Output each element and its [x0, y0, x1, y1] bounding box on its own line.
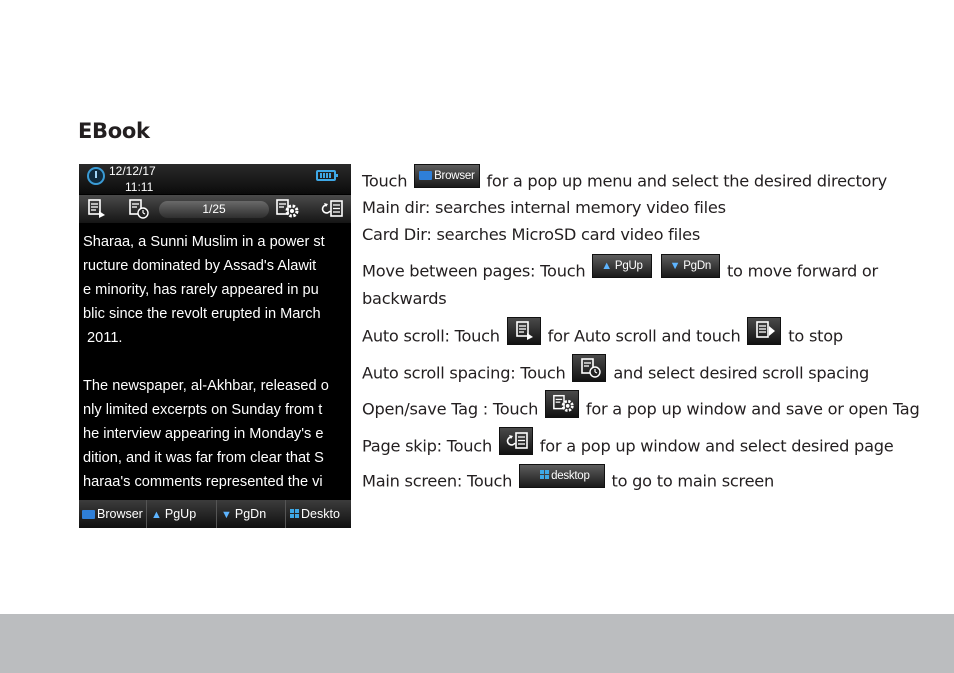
ebook-text-line: [83, 350, 351, 374]
instruction-scroll-spacing: [362, 359, 869, 387]
pgup-button-image: [592, 254, 651, 278]
scroll-spacing-icon: [572, 354, 606, 382]
instruction-tag: [362, 395, 920, 423]
instruction-main-screen: [362, 469, 774, 493]
instruction-main-dir: Main dir: searches internal memory video files: [362, 198, 726, 217]
device-desktop-button[interactable]: [287, 500, 351, 528]
instruction-text: Touch: [362, 171, 408, 191]
page-indicator: 1/25: [159, 201, 269, 218]
grid-icon: [540, 470, 549, 479]
instruction-text: for a pop up window and save or open Tag: [585, 399, 920, 419]
instruction-text: and select desired scroll spacing: [613, 363, 870, 383]
auto-scroll-icon[interactable]: [86, 199, 108, 219]
instruction-text: Move between pages: Touch: [362, 261, 586, 281]
battery-icon: [316, 170, 336, 181]
instruction-text: to stop: [788, 326, 843, 346]
instruction-text: for a pop up window and select desired page: [539, 436, 894, 456]
pgdn-button-image: [661, 254, 720, 278]
browser-button-label: Browser: [434, 170, 475, 182]
reader-toolbar: [79, 195, 351, 223]
ebook-text-line: blic since the revolt erupted in March: [83, 306, 321, 322]
instruction-text: for Auto scroll and touch: [547, 326, 741, 346]
ebook-text-line: e minority, has rarely appeared in pu: [83, 282, 319, 298]
instruction-text: Open/save Tag : Touch: [362, 399, 539, 419]
stop-scroll-icon: [747, 317, 781, 345]
chevron-up-icon: ▲: [601, 260, 612, 272]
chevron-down-icon: ▼: [221, 509, 232, 521]
page-skip-icon[interactable]: [321, 199, 345, 219]
browser-button-image: [414, 164, 479, 188]
status-time: 11:11: [125, 180, 154, 194]
ebook-text-line: haraa's comments represented the vi: [83, 474, 323, 490]
device-browser-label: Browser: [97, 507, 143, 521]
ebook-text-line: he interview appearing in Monday's e: [83, 426, 324, 442]
device-pgup-button[interactable]: [148, 500, 217, 528]
device-screenshot: [79, 164, 351, 528]
ebook-text-line: ructure dominated by Assad's Alawit: [83, 258, 317, 274]
tag-settings-icon: [545, 390, 579, 418]
folder-icon: [82, 510, 95, 519]
device-pgdn-button[interactable]: [218, 500, 286, 528]
device-browser-button[interactable]: [79, 500, 147, 528]
status-bar: [79, 164, 351, 194]
folder-icon: [419, 171, 432, 180]
instruction-backwards: backwards: [362, 289, 447, 308]
desktop-button-label: desktop: [551, 470, 590, 482]
ebook-text-line: The newspaper, al-Akhbar, released o: [83, 378, 329, 394]
instruction-text: Page skip: Touch: [362, 436, 492, 456]
pgdn-button-label: PgDn: [683, 260, 712, 272]
ebook-text-line: dition, and it was far from clear that S: [83, 450, 324, 466]
instruction-text: to move forward or: [726, 261, 878, 281]
tag-settings-icon[interactable]: [275, 199, 301, 219]
status-date: 12/12/17: [109, 164, 156, 178]
ebook-text-line: nly limited excerpts on Sunday from t: [83, 402, 323, 418]
ebook-text-line: Sharaa, a Sunni Muslim in a power st: [83, 234, 325, 250]
scroll-spacing-icon[interactable]: [127, 199, 149, 219]
instruction-text: to go to main screen: [611, 471, 775, 491]
device-pgdn-label: PgDn: [234, 507, 267, 521]
instruction-page-skip: [362, 432, 893, 460]
auto-scroll-icon: [507, 317, 541, 345]
page-skip-icon: [499, 427, 533, 455]
footer-band: [0, 614, 954, 673]
instruction-browser: [362, 169, 887, 193]
page-title: EBook: [78, 119, 150, 143]
grid-icon: [290, 509, 299, 518]
instruction-move-pages: [362, 259, 878, 283]
instruction-card-dir: Card Dir: searches MicroSD card video files: [362, 225, 701, 244]
instruction-text: Auto scroll spacing: Touch: [362, 363, 566, 383]
chevron-down-icon: ▼: [669, 260, 681, 272]
device-bottom-bar: [79, 500, 351, 528]
instruction-text: Auto scroll: Touch: [362, 326, 500, 346]
ebook-text: [83, 230, 351, 494]
clock-icon: [87, 167, 105, 185]
chevron-up-icon: ▲: [151, 509, 162, 521]
device-desktop-label: Deskto: [301, 507, 340, 521]
instruction-text: Main screen: Touch: [362, 471, 513, 491]
pgup-button-label: PgUp: [614, 260, 643, 272]
instruction-text: for a pop up menu and select the desired directory: [486, 171, 887, 191]
instruction-auto-scroll: [362, 322, 843, 350]
desktop-button-image: [519, 464, 605, 488]
ebook-text-line: 2011.: [83, 330, 123, 346]
device-pgup-label: PgUp: [164, 507, 197, 521]
